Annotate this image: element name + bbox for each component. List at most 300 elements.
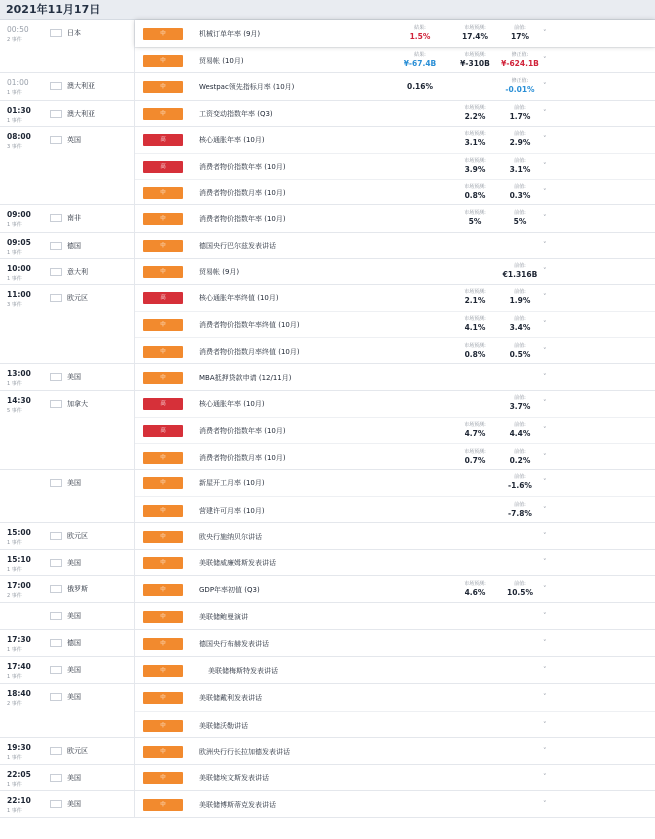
forecast-label: 市场预测: bbox=[464, 158, 486, 164]
forecast-number: 0.7% bbox=[464, 456, 486, 465]
flag-icon bbox=[50, 479, 62, 487]
flag-icon bbox=[50, 373, 62, 381]
impact-badge: 中 bbox=[143, 81, 183, 93]
time-cell bbox=[0, 603, 135, 629]
previous-value bbox=[495, 502, 545, 519]
forecast-number: ¥-310B bbox=[460, 59, 490, 68]
chevron-down-icon[interactable]: ˅ bbox=[543, 135, 547, 143]
flag-icon bbox=[50, 612, 62, 620]
event-row[interactable] bbox=[135, 711, 655, 738]
previous-number: €1.316B bbox=[502, 270, 538, 279]
forecast-number: 4.7% bbox=[464, 429, 486, 438]
event-name[interactable]: 核心通胀年率 (10月) bbox=[199, 400, 265, 408]
event-row[interactable] bbox=[135, 417, 655, 443]
previous-label: 前值: bbox=[514, 316, 526, 322]
previous-value bbox=[495, 474, 545, 491]
previous-value bbox=[495, 78, 545, 95]
event-row[interactable] bbox=[135, 153, 655, 179]
actual-label: 結果: bbox=[414, 25, 426, 31]
country-name: 美国 bbox=[67, 612, 81, 620]
event-group bbox=[0, 738, 655, 765]
event-row[interactable] bbox=[135, 603, 655, 630]
flag-icon bbox=[50, 666, 62, 674]
chevron-down-icon[interactable]: ˅ bbox=[543, 773, 547, 781]
event-group bbox=[0, 657, 655, 684]
flag-icon bbox=[50, 585, 62, 593]
actual-number: 0.16% bbox=[406, 82, 434, 91]
chevron-down-icon[interactable]: ˅ bbox=[543, 453, 547, 461]
forecast-label: 市场预测: bbox=[464, 184, 486, 190]
event-time: 13:00 bbox=[7, 369, 31, 378]
impact-badge: 高 bbox=[143, 161, 183, 173]
event-name[interactable]: 美联储博斯蒂克发表讲话 bbox=[199, 801, 276, 809]
impact-badge: 中 bbox=[143, 477, 183, 489]
event-group bbox=[0, 391, 655, 470]
event-time: 11:00 bbox=[7, 290, 31, 299]
chevron-down-icon[interactable]: ˅ bbox=[543, 188, 547, 196]
forecast-value bbox=[450, 289, 500, 306]
event-count: 1 事件 bbox=[7, 222, 22, 228]
event-name[interactable]: 美联储梅斯特发表讲话 bbox=[208, 667, 278, 675]
event-group bbox=[0, 791, 655, 818]
event-name[interactable]: 工资变动指数年率 (Q3) bbox=[199, 110, 273, 118]
country-name: 澳大利亚 bbox=[67, 82, 95, 90]
impact-badge: 中 bbox=[143, 452, 183, 464]
previous-value bbox=[495, 25, 545, 42]
event-count: 1 事件 bbox=[7, 782, 22, 788]
event-group bbox=[0, 205, 655, 233]
chevron-down-icon[interactable]: ˅ bbox=[543, 721, 547, 729]
impact-badge: 中 bbox=[143, 772, 183, 784]
time-cell bbox=[0, 576, 135, 602]
event-row[interactable] bbox=[135, 179, 655, 205]
chevron-down-icon[interactable]: ˅ bbox=[543, 478, 547, 486]
forecast-number: 5% bbox=[468, 217, 482, 226]
country-name: 意大利 bbox=[67, 268, 88, 276]
event-row[interactable] bbox=[135, 259, 655, 285]
impact-badge: 中 bbox=[143, 720, 183, 732]
chevron-down-icon[interactable]: ˅ bbox=[543, 639, 547, 647]
previous-label: 前值: bbox=[514, 210, 526, 216]
previous-value bbox=[495, 52, 545, 69]
impact-badge: 高 bbox=[143, 398, 183, 410]
event-row[interactable] bbox=[135, 523, 655, 550]
forecast-label: 市场预测: bbox=[464, 25, 486, 31]
time-cell bbox=[0, 205, 135, 232]
event-group bbox=[0, 603, 655, 630]
event-row[interactable] bbox=[135, 496, 655, 523]
event-name[interactable]: 消费者物价指数年率 (10月) bbox=[199, 163, 286, 171]
country-name: 美国 bbox=[67, 559, 81, 567]
event-name[interactable]: Westpac领先指标月率 (10月) bbox=[199, 83, 295, 91]
impact-badge: 中 bbox=[143, 55, 183, 67]
time-cell bbox=[0, 73, 135, 100]
impact-badge: 中 bbox=[143, 665, 183, 677]
actual-value bbox=[395, 82, 445, 92]
event-count: 1 事件 bbox=[7, 755, 22, 761]
event-row[interactable] bbox=[135, 127, 655, 153]
event-row[interactable] bbox=[135, 576, 655, 603]
chevron-down-icon[interactable]: ˅ bbox=[543, 399, 547, 407]
event-group bbox=[0, 765, 655, 791]
event-count: 1 事件 bbox=[7, 567, 22, 573]
chevron-down-icon[interactable]: ˅ bbox=[543, 693, 547, 701]
time-cell bbox=[0, 101, 135, 126]
actual-value bbox=[395, 52, 445, 69]
event-row[interactable] bbox=[135, 684, 655, 711]
event-row[interactable] bbox=[135, 47, 655, 73]
previous-value bbox=[495, 316, 545, 333]
event-name[interactable]: 美联储戴利发表讲话 bbox=[199, 694, 262, 702]
event-row[interactable] bbox=[135, 311, 655, 337]
event-row[interactable] bbox=[135, 738, 655, 765]
event-row[interactable] bbox=[135, 657, 655, 684]
chevron-down-icon[interactable]: ˅ bbox=[543, 506, 547, 514]
previous-number: 3.4% bbox=[509, 323, 531, 332]
chevron-down-icon[interactable]: ˅ bbox=[543, 426, 547, 434]
previous-number: 3.1% bbox=[509, 165, 531, 174]
forecast-number: 4.1% bbox=[464, 323, 486, 332]
forecast-number: 17.4% bbox=[461, 32, 489, 41]
event-row[interactable] bbox=[135, 550, 655, 576]
impact-badge: 中 bbox=[143, 557, 183, 569]
event-name[interactable]: 核心通胀年率 (10月) bbox=[199, 136, 265, 144]
impact-badge: 高 bbox=[143, 292, 183, 304]
time-cell bbox=[0, 391, 135, 469]
event-time: 10:00 bbox=[7, 264, 31, 273]
event-row[interactable] bbox=[135, 765, 655, 791]
forecast-label: 市场预测: bbox=[464, 449, 486, 455]
forecast-label: 市场预测: bbox=[464, 210, 486, 216]
chevron-down-icon[interactable]: ˅ bbox=[543, 320, 547, 328]
previous-label: 前值: bbox=[514, 184, 526, 190]
impact-badge: 高 bbox=[143, 425, 183, 437]
flag-icon bbox=[50, 110, 62, 118]
forecast-value bbox=[450, 184, 500, 201]
event-row[interactable] bbox=[135, 391, 655, 417]
previous-label: 前值: bbox=[514, 449, 526, 455]
chevron-down-icon[interactable]: ˅ bbox=[543, 747, 547, 755]
flag-icon bbox=[50, 136, 62, 144]
previous-value bbox=[495, 343, 545, 360]
actual-label: 結果: bbox=[414, 52, 426, 58]
previous-number: -1.6% bbox=[508, 481, 532, 490]
country-name: 德国 bbox=[67, 242, 81, 250]
chevron-down-icon[interactable]: ˅ bbox=[543, 347, 547, 355]
forecast-label: 市场预测: bbox=[464, 131, 486, 137]
event-name[interactable]: MBA抵押贷款申请 (12/11月) bbox=[199, 374, 292, 382]
country-name: 美国 bbox=[67, 666, 81, 674]
event-name[interactable]: 消费者物价指数年率 (10月) bbox=[199, 215, 286, 223]
event-name[interactable]: GDP年率初值 (Q3) bbox=[199, 586, 260, 594]
flag-icon bbox=[50, 774, 62, 782]
event-group bbox=[0, 684, 655, 738]
forecast-value bbox=[450, 52, 500, 69]
event-row[interactable] bbox=[135, 233, 655, 259]
event-time: 09:00 bbox=[7, 210, 31, 219]
event-name[interactable]: 消费者物价指数月率 (10月) bbox=[199, 454, 286, 462]
event-name[interactable]: 德国央行巴尔兹发表讲话 bbox=[199, 242, 276, 250]
country-name: 美国 bbox=[67, 479, 81, 487]
flag-icon bbox=[50, 29, 62, 37]
previous-number: 0.5% bbox=[509, 350, 531, 359]
event-group bbox=[0, 576, 655, 603]
flag-icon bbox=[50, 559, 62, 567]
event-list bbox=[0, 20, 655, 818]
chevron-down-icon[interactable]: ˅ bbox=[543, 666, 547, 674]
event-count: 1 事件 bbox=[7, 674, 22, 680]
country-name: 德国 bbox=[67, 639, 81, 647]
event-group bbox=[0, 364, 655, 391]
forecast-value bbox=[450, 131, 500, 148]
time-cell bbox=[0, 523, 135, 549]
event-name[interactable]: 核心通胀年率终值 (10月) bbox=[199, 294, 279, 302]
event-time: 19:30 bbox=[7, 743, 31, 752]
impact-badge: 中 bbox=[143, 346, 183, 358]
country-name: 美国 bbox=[67, 373, 81, 381]
previous-number: 2.9% bbox=[509, 138, 531, 147]
chevron-down-icon[interactable]: ˅ bbox=[543, 109, 547, 117]
impact-badge: 中 bbox=[143, 28, 183, 40]
time-cell bbox=[0, 470, 135, 522]
previous-number: 10.5% bbox=[506, 588, 534, 597]
time-cell bbox=[0, 285, 135, 363]
previous-value bbox=[495, 263, 545, 280]
event-count: 1 事件 bbox=[7, 381, 22, 387]
event-time: 14:30 bbox=[7, 396, 31, 405]
country-name: 俄罗斯 bbox=[67, 585, 88, 593]
event-name[interactable]: 欧央行施纳贝尔讲话 bbox=[199, 533, 262, 541]
country-name: 美国 bbox=[67, 693, 81, 701]
event-row[interactable] bbox=[135, 205, 655, 233]
event-time: 09:05 bbox=[7, 238, 31, 247]
event-name[interactable]: 贸易帐 (10月) bbox=[199, 57, 244, 65]
chevron-down-icon[interactable]: ˅ bbox=[543, 241, 547, 249]
event-row[interactable] bbox=[135, 20, 655, 47]
event-name[interactable]: 美联储埃文斯发表讲话 bbox=[199, 774, 269, 782]
forecast-value bbox=[450, 105, 500, 122]
flag-icon bbox=[50, 693, 62, 701]
chevron-down-icon[interactable]: ˅ bbox=[543, 558, 547, 566]
impact-badge: 中 bbox=[143, 213, 183, 225]
event-group bbox=[0, 285, 655, 364]
previous-label: 前值: bbox=[514, 105, 526, 111]
event-count: 1 事件 bbox=[7, 250, 22, 256]
chevron-down-icon[interactable]: ˅ bbox=[543, 267, 547, 275]
event-name[interactable]: 消费者物价指数年率 (10月) bbox=[199, 427, 286, 435]
event-name[interactable]: 贸易帐 (9月) bbox=[199, 268, 240, 276]
impact-badge: 中 bbox=[143, 319, 183, 331]
flag-icon bbox=[50, 214, 62, 222]
event-count: 1 事件 bbox=[7, 540, 22, 546]
event-name[interactable]: 消费者物价指数月率终值 (10月) bbox=[199, 348, 300, 356]
forecast-label: 市场预测: bbox=[464, 343, 486, 349]
previous-number: 3.7% bbox=[509, 402, 531, 411]
country-name: 欧元区 bbox=[67, 532, 88, 540]
time-cell bbox=[0, 684, 135, 737]
previous-label: 前值: bbox=[514, 581, 526, 587]
forecast-number: 0.8% bbox=[464, 191, 486, 200]
previous-value bbox=[495, 131, 545, 148]
previous-label: 前值: bbox=[514, 422, 526, 428]
forecast-number: 2.2% bbox=[464, 112, 486, 121]
chevron-down-icon[interactable]: ˅ bbox=[543, 532, 547, 540]
event-group bbox=[0, 73, 655, 101]
event-row[interactable] bbox=[135, 337, 655, 364]
previous-value bbox=[495, 210, 545, 227]
impact-badge: 中 bbox=[143, 531, 183, 543]
impact-badge: 中 bbox=[143, 611, 183, 623]
previous-label: 修正值: bbox=[511, 52, 529, 58]
previous-number: 4.4% bbox=[509, 429, 531, 438]
event-group bbox=[0, 233, 655, 259]
previous-label: 修正值: bbox=[511, 78, 529, 84]
event-name[interactable]: 新屋开工月率 (10月) bbox=[199, 479, 265, 487]
previous-number: 1.7% bbox=[509, 112, 531, 121]
forecast-number: 0.8% bbox=[464, 350, 486, 359]
forecast-label: 市场预测: bbox=[464, 52, 486, 58]
event-name[interactable]: 机械订单年率 (9月) bbox=[199, 30, 261, 38]
event-name[interactable]: 美联储鲍曼演讲 bbox=[199, 613, 248, 621]
impact-badge: 高 bbox=[143, 134, 183, 146]
event-count: 1 事件 bbox=[7, 276, 22, 282]
event-group bbox=[0, 550, 655, 576]
time-cell bbox=[0, 791, 135, 817]
event-count: 1 事件 bbox=[7, 118, 22, 124]
forecast-label: 市场预测: bbox=[464, 581, 486, 587]
time-cell bbox=[0, 765, 135, 790]
previous-number: 0.3% bbox=[509, 191, 531, 200]
impact-badge: 中 bbox=[143, 746, 183, 758]
event-name[interactable]: 美联储沃勒讲话 bbox=[199, 722, 248, 730]
event-row[interactable] bbox=[135, 101, 655, 127]
chevron-down-icon[interactable]: ˅ bbox=[543, 56, 547, 64]
event-time: 08:00 bbox=[7, 132, 31, 141]
event-count: 3 事件 bbox=[7, 144, 22, 150]
flag-icon bbox=[50, 294, 62, 302]
event-count: 1 事件 bbox=[7, 647, 22, 653]
previous-number: 5% bbox=[513, 217, 527, 226]
previous-label: 前值: bbox=[514, 502, 526, 508]
flag-icon bbox=[50, 639, 62, 647]
time-cell bbox=[0, 630, 135, 656]
forecast-value bbox=[450, 449, 500, 466]
previous-number: 0.2% bbox=[509, 456, 531, 465]
chevron-down-icon[interactable]: ˅ bbox=[543, 293, 547, 301]
forecast-value bbox=[450, 343, 500, 360]
flag-icon bbox=[50, 747, 62, 755]
event-count: 2 事件 bbox=[7, 701, 22, 707]
event-count: 3 事件 bbox=[7, 302, 22, 308]
chevron-down-icon[interactable]: ˅ bbox=[543, 29, 547, 37]
event-time: 22:05 bbox=[7, 770, 31, 779]
event-row[interactable] bbox=[135, 470, 655, 496]
actual-number: 1.5% bbox=[409, 32, 431, 41]
event-group bbox=[0, 259, 655, 285]
time-cell bbox=[0, 20, 135, 72]
previous-value bbox=[495, 422, 545, 439]
time-cell bbox=[0, 550, 135, 575]
event-group bbox=[0, 630, 655, 657]
previous-label: 前值: bbox=[514, 343, 526, 349]
forecast-label: 市场预测: bbox=[464, 289, 486, 295]
flag-icon bbox=[50, 242, 62, 250]
event-name[interactable]: 营建许可月率 (10月) bbox=[199, 507, 265, 515]
event-row[interactable] bbox=[135, 791, 655, 818]
impact-badge: 中 bbox=[143, 108, 183, 120]
event-name[interactable]: 欧洲央行行长拉加德发表讲话 bbox=[199, 748, 290, 756]
event-count: 2 事件 bbox=[7, 593, 22, 599]
chevron-down-icon[interactable]: ˅ bbox=[543, 612, 547, 620]
event-row[interactable] bbox=[135, 73, 655, 101]
impact-badge: 中 bbox=[143, 505, 183, 517]
time-cell bbox=[0, 127, 135, 204]
time-cell bbox=[0, 738, 135, 764]
chevron-down-icon[interactable]: ˅ bbox=[543, 82, 547, 90]
event-name[interactable]: 德国央行布赫发表讲话 bbox=[199, 640, 269, 648]
chevron-down-icon[interactable]: ˅ bbox=[543, 800, 547, 808]
event-time: 17:00 bbox=[7, 581, 31, 590]
previous-value bbox=[495, 395, 545, 412]
event-name[interactable]: 消费者物价指数年率终值 (10月) bbox=[199, 321, 300, 329]
flag-icon bbox=[50, 82, 62, 90]
chevron-down-icon[interactable]: ˅ bbox=[543, 373, 547, 381]
time-cell bbox=[0, 364, 135, 390]
event-time: 15:10 bbox=[7, 555, 31, 564]
time-cell bbox=[0, 657, 135, 683]
event-group bbox=[0, 470, 655, 523]
forecast-label: 市场预测: bbox=[464, 316, 486, 322]
previous-number: ¥-624.1B bbox=[501, 59, 539, 68]
event-row[interactable] bbox=[135, 443, 655, 470]
previous-number: -0.01% bbox=[505, 85, 535, 94]
event-row[interactable] bbox=[135, 630, 655, 657]
impact-badge: 中 bbox=[143, 187, 183, 199]
forecast-value bbox=[450, 581, 500, 598]
country-name: 加拿大 bbox=[67, 400, 88, 408]
impact-badge: 中 bbox=[143, 240, 183, 252]
event-group bbox=[0, 523, 655, 550]
previous-number: 17% bbox=[511, 32, 529, 41]
previous-label: 前值: bbox=[514, 131, 526, 137]
previous-label: 前值: bbox=[514, 289, 526, 295]
event-row[interactable] bbox=[135, 285, 655, 311]
previous-number: 1.9% bbox=[509, 296, 531, 305]
event-time: 17:30 bbox=[7, 635, 31, 644]
event-time: 01:30 bbox=[7, 106, 31, 115]
event-time: 00:50 bbox=[7, 25, 29, 34]
impact-badge: 中 bbox=[143, 692, 183, 704]
flag-icon bbox=[50, 400, 62, 408]
impact-badge: 中 bbox=[143, 799, 183, 811]
event-time: 18:40 bbox=[7, 689, 31, 698]
previous-label: 前值: bbox=[514, 25, 526, 31]
event-name[interactable]: 消费者物价指数月率 (10月) bbox=[199, 189, 286, 197]
forecast-value bbox=[450, 316, 500, 333]
forecast-label: 市场预测: bbox=[464, 105, 486, 111]
chevron-down-icon[interactable]: ˅ bbox=[543, 585, 547, 593]
forecast-label: 市场预测: bbox=[464, 422, 486, 428]
event-time: 15:00 bbox=[7, 528, 31, 537]
flag-icon bbox=[50, 268, 62, 276]
actual-value bbox=[395, 25, 445, 42]
event-row[interactable] bbox=[135, 364, 655, 391]
forecast-value bbox=[450, 158, 500, 175]
event-name[interactable]: 美联储威廉姆斯发表讲话 bbox=[199, 559, 276, 567]
previous-value bbox=[495, 184, 545, 201]
chevron-down-icon[interactable]: ˅ bbox=[543, 162, 547, 170]
chevron-down-icon[interactable]: ˅ bbox=[543, 214, 547, 222]
